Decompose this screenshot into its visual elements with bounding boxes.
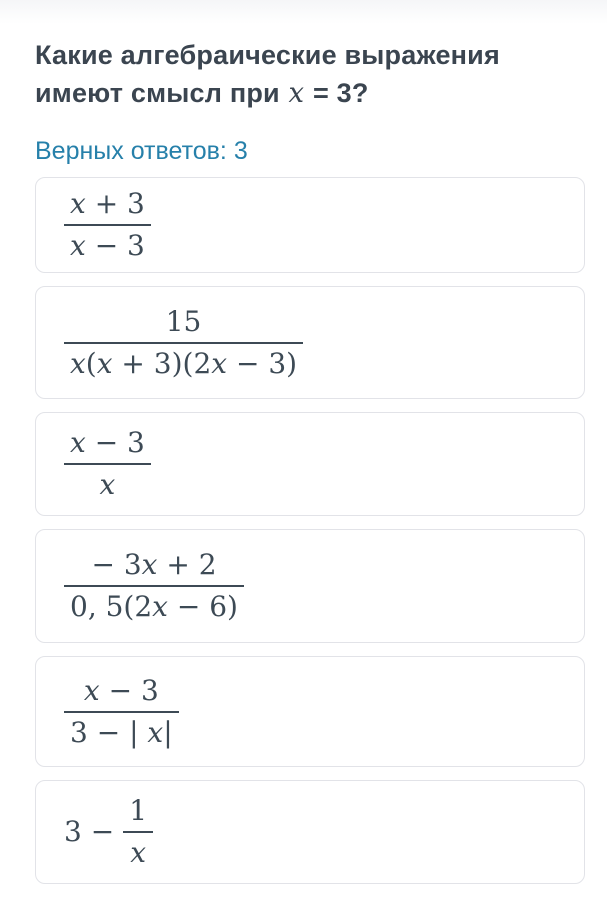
denominator: x − 3 — [70, 229, 145, 263]
denominator: x(x + 3)(2x − 3) — [70, 346, 298, 380]
fraction-bar — [64, 342, 303, 344]
fraction-bar — [64, 711, 179, 713]
fraction — [123, 795, 153, 869]
fraction — [64, 675, 179, 749]
answer-options-list — [35, 177, 585, 884]
numerator: 1 — [129, 794, 148, 828]
top-gradient — [0, 0, 607, 24]
denominator: x — [130, 836, 146, 870]
numerator: − 3x + 2 — [91, 548, 217, 582]
correct-answers-count: Верных ответов: 3 — [35, 137, 248, 165]
numerator: x − 3 — [70, 426, 145, 460]
numerator: x − 3 — [83, 673, 159, 707]
answer-option-4[interactable] — [35, 529, 585, 643]
question-title: Какие алгебраические выражения имеют смысл при x = 3? — [35, 40, 500, 109]
expression — [64, 795, 153, 869]
numerator: 15 — [165, 304, 202, 338]
answer-option-6[interactable] — [35, 780, 585, 884]
denominator: x — [99, 468, 116, 502]
answer-option-2[interactable] — [35, 286, 585, 399]
answer-option-5[interactable] — [35, 656, 585, 767]
fraction-bar — [64, 463, 151, 465]
answer-option-3[interactable] — [35, 412, 585, 516]
expression-prefix: 3 − — [64, 815, 115, 849]
fraction-bar — [64, 585, 244, 587]
denominator: 0, 5(2x − 6) — [70, 590, 238, 624]
fraction — [64, 188, 151, 262]
fraction — [64, 427, 151, 501]
numerator: x + 3 — [70, 187, 145, 220]
answer-option-1[interactable] — [35, 177, 585, 273]
fraction-bar — [123, 831, 153, 833]
denominator: 3 − | x| — [70, 715, 173, 749]
fraction — [64, 549, 244, 623]
fraction-bar — [64, 224, 151, 226]
fraction — [64, 306, 303, 380]
